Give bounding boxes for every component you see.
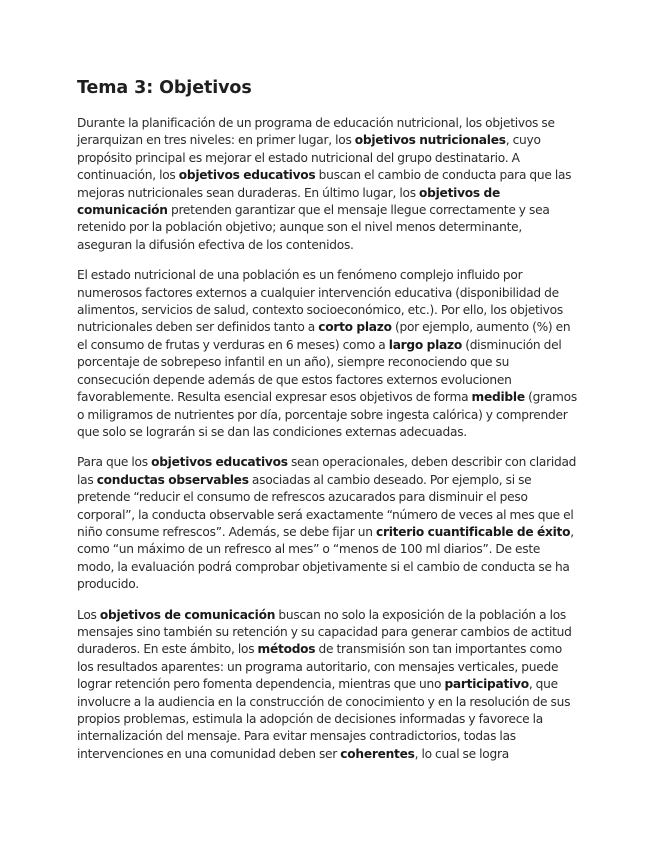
text-run: El estado nutricional de una población es un fenómeno complejo influido por numerosos factores externos a cualquier intervención educativa (disponibilidad de alimentos, servicios de salud, contexto socioeconómico, etc.). Por ello, los objetivos nutricionales deben ser definidos tanto a (77, 268, 563, 335)
text-run: (disminución del porcentaje de sobrepeso infantil en un año), siempre reconociendo que su consecución depende además de que estos factores externos evolucionen favorablemente. Resulta esencial expresar esos objetivos de forma (77, 337, 562, 405)
paragraph (77, 115, 580, 254)
paragraph (77, 267, 580, 441)
paragraph (77, 454, 580, 593)
text-run: , lo cual se logra (414, 746, 509, 761)
document-body (77, 115, 580, 763)
text-run: buscan no solo la exposición de la población a los mensajes sino también su retención y su capacidad para generar cambios de actitud duraderos. En este ámbito, los (77, 607, 572, 657)
text-run: buscan el cambio de conducta para que las mejoras nutricionales sean duraderas. En último lugar, los (77, 168, 572, 200)
text-run: , que involucre a la audiencia en la construcción de conocimiento y en la resolución de sus propios problemas, estimula la adopción de decisiones informadas y favorece la internalización del mensaje. Para evitar mensajes contradictorios, todas las intervenciones en una comunidad deben ser (77, 677, 571, 761)
paragraph (77, 607, 580, 764)
document-page (77, 76, 580, 776)
text-run: de transmisión son tan importantes como los resultados aparentes: un programa autoritario, con mensajes verticales, puede lograr retención pero fomenta dependencia, mientras que uno (77, 642, 562, 692)
text-run: asociadas al cambio deseado. Por ejemplo, si se pretende “reducir el consumo de refrescos azucarados para disminuir el peso corporal”, la conducta observable será exactamente “número de veces al mes que el niño consume refrescos”. Además, se debe fijar un (77, 472, 574, 539)
page-title: Tema 3: Objetivos (77, 78, 252, 98)
text-run: , cuyo propósito principal es mejorar el estado nutricional del grupo destinatario. A continuación, los (77, 133, 541, 183)
bold-term: objetivos educativos (151, 455, 288, 470)
bold-term: objetivos nutricionales (354, 133, 506, 148)
bold-term: largo plazo (388, 337, 462, 352)
bold-term: criterio cuantificable de éxito (375, 524, 571, 539)
text-run: (gramos o miligramos de nutrientes por día, porcentaje sobre ingesta calórica) y comprender que solo se lograrán si se dan las condiciones externas adecuadas. (77, 390, 577, 439)
text-run: pretenden garantizar que el mensaje llegue correctamente y sea retenido por la población objetivo; aunque son el nivel menos determinante, aseguran la difusión efectiva de los contenidos. (77, 203, 550, 252)
bold-term: coherentes (340, 746, 415, 761)
text-run: sean operacionales, deben describir con claridad las (77, 455, 577, 487)
text-run: Durante la planificación de un programa de educación nutricional, los objetivos se jerarquizan en tres niveles: en primer lugar, los (77, 116, 555, 148)
bold-term: objetivos educativos (178, 168, 316, 183)
text-run: Los (77, 607, 100, 622)
text-run: Para que los (77, 455, 152, 470)
bold-term: medible (471, 390, 525, 405)
bold-term: corto plazo (318, 320, 392, 335)
bold-term: objetivos de comunicación (77, 185, 500, 218)
text-run: , como “un máximo de un refresco al mes” o “menos de 100 ml diarios”. De este modo, la evaluación podrá comprobar objetivamente si el cambio de conducta se ha producido. (77, 524, 574, 592)
bold-term: objetivos de comunicación (99, 607, 276, 622)
text-run: (por ejemplo, aumento (%) en el consumo de frutas y verduras en 6 meses) como a (77, 320, 571, 352)
bold-term: conductas observables (96, 472, 249, 487)
bold-term: participativo (444, 677, 529, 692)
bold-term: métodos (257, 642, 316, 657)
